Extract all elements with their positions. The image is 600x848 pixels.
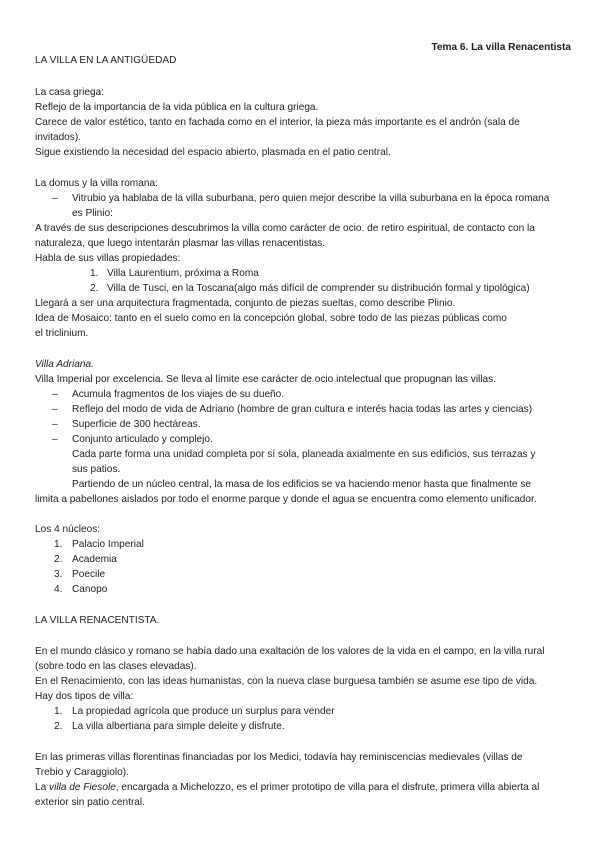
list-number: 2. [54, 554, 63, 565]
text-line: exterior sin patio central. [35, 797, 145, 808]
list-item: Academia [72, 554, 117, 565]
document-title: Tema 6. La villa Renacentista [431, 42, 571, 53]
list-number: 1. [54, 539, 63, 550]
domus-title: La domus y la villa romana: [35, 178, 158, 189]
text-line: invitados). [35, 132, 82, 143]
text-line: Sigue existiendo la necesidad del espacio abierto, plasmada en el patio central. [35, 147, 391, 158]
list-item: La propiedad agrícola que produce un surplus para vender [72, 706, 335, 717]
text-line: Reflejo de la importancia de la vida pública en la cultura griega. [35, 102, 319, 113]
text-line: A través de sus descripciones descubrimos la villa como carácter de ocio. de retiro espiritual, de contacto con la [35, 223, 535, 234]
text-line: Vitrubio ya hablaba de la villa suburbana, pero quien mejor describe la villa suburbana en la época romana [72, 193, 550, 204]
bullet-dash: – [52, 419, 58, 430]
text-line: Trebio y Caraggiolo). [35, 767, 129, 778]
list-item: Superficie de 300 hectáreas. [72, 419, 201, 430]
text-line: Carece de valor estético, tanto en fachada como en el interior, la pieza más importante es el andrón (sala de [35, 117, 520, 128]
nucleos-title: Los 4 núcleos: [35, 524, 101, 535]
text-line: (sobre todo en las clases elevadas). [35, 661, 197, 672]
text-span: La [35, 782, 47, 793]
villa-fiesole-italic: villa de Fiesole [49, 782, 116, 793]
bullet-dash: – [52, 434, 58, 445]
casa-griega-title: La casa griega: [35, 87, 105, 98]
list-item: Canopo [72, 584, 108, 595]
section-heading-renacentista: LA VILLA RENACENTISTA. [35, 615, 160, 626]
text-line: En las primeras villas florentinas financiadas por los Medici, todavía hay reminiscencias medievales (villas de [35, 752, 523, 763]
list-item: Villa Laurentium, próxima a Roma [107, 268, 259, 279]
text-line: naturaleza, que luego intentarán plasmar las villas renacentistas. [35, 238, 326, 249]
text-line: el triclinium. [35, 328, 89, 339]
bullet-dash: – [52, 193, 58, 204]
list-item: Reflejo del modo de vida de Adriano (hombre de gran cultura e interés hacia todas las artes y ciencias) [72, 404, 533, 415]
text-line: Partiendo de un núcleo central, la masa de los edificios se va haciendo menor hasta que finalmente se [72, 479, 531, 490]
list-item: Palacio Imperial [72, 539, 144, 550]
bullet-dash: – [52, 404, 58, 415]
text-line: Villa Imperial por excelencia. Se lleva al límite ese carácter de ocio intelectual que propugnan las villas. [35, 374, 497, 385]
text-line: Cada parte forma una unidad completa por sí sola, planeada axialmente en sus edificios, sus terrazas y [72, 449, 536, 460]
text-span: , encargada a Michelozzo, es el primer prototipo de villa para el disfrute, primera villa abierta al [115, 782, 540, 793]
list-item: Villa de Tusci, en la Toscana(algo más difícil de comprender su distribución formal y tipológica) [107, 283, 530, 294]
text-line: es Plinio: [72, 208, 113, 219]
fiesole-line [35, 780, 539, 795]
list-number: 2. [90, 283, 99, 294]
text-line: sus patios. [72, 464, 121, 475]
bullet-dash: – [52, 389, 58, 400]
list-number: 1. [54, 706, 63, 717]
list-number: 2. [54, 721, 63, 732]
text-line: limita a pabellones aislados por todo el enorme parque y donde el agua se encuentra como elemento unificador. [35, 494, 537, 505]
list-item: Conjunto articulado y complejo. [72, 434, 213, 445]
text-line: Llegará a ser una arquitectura fragmentada, conjunto de piezas sueltas, como describe Plinio. [35, 298, 456, 309]
text-line: Idea de Mosaico: tanto en el suelo como en la concepción global, sobre todo de las piezas públicas como [35, 313, 507, 324]
text-line: En el mundo clásico y romano se había dado una exaltación de los valores de la vida en el campo, en la villa rural [35, 646, 545, 657]
text-line: En el Renacimiento, con las ideas humanistas, con la nueva clase burguesa también se asume ese tipo de vida. [35, 676, 538, 687]
list-number: 3. [54, 569, 63, 580]
text-line: Hay dos tipos de villa: [35, 691, 134, 702]
list-item: Acumula fragmentos de los viajes de su dueño. [72, 389, 285, 400]
text-line: Habla de sus villas propiedades: [35, 253, 181, 264]
list-number: 1. [90, 268, 99, 279]
list-number: 4. [54, 584, 63, 595]
villa-adriana-title: Villa Adriana. [35, 359, 94, 370]
list-item: La villa albertiana para simple deleite y disfrute. [72, 721, 285, 732]
section-heading-antiguedad: LA VILLA EN LA ANTIGÜEDAD [35, 55, 177, 66]
list-item: Poecile [72, 569, 106, 580]
